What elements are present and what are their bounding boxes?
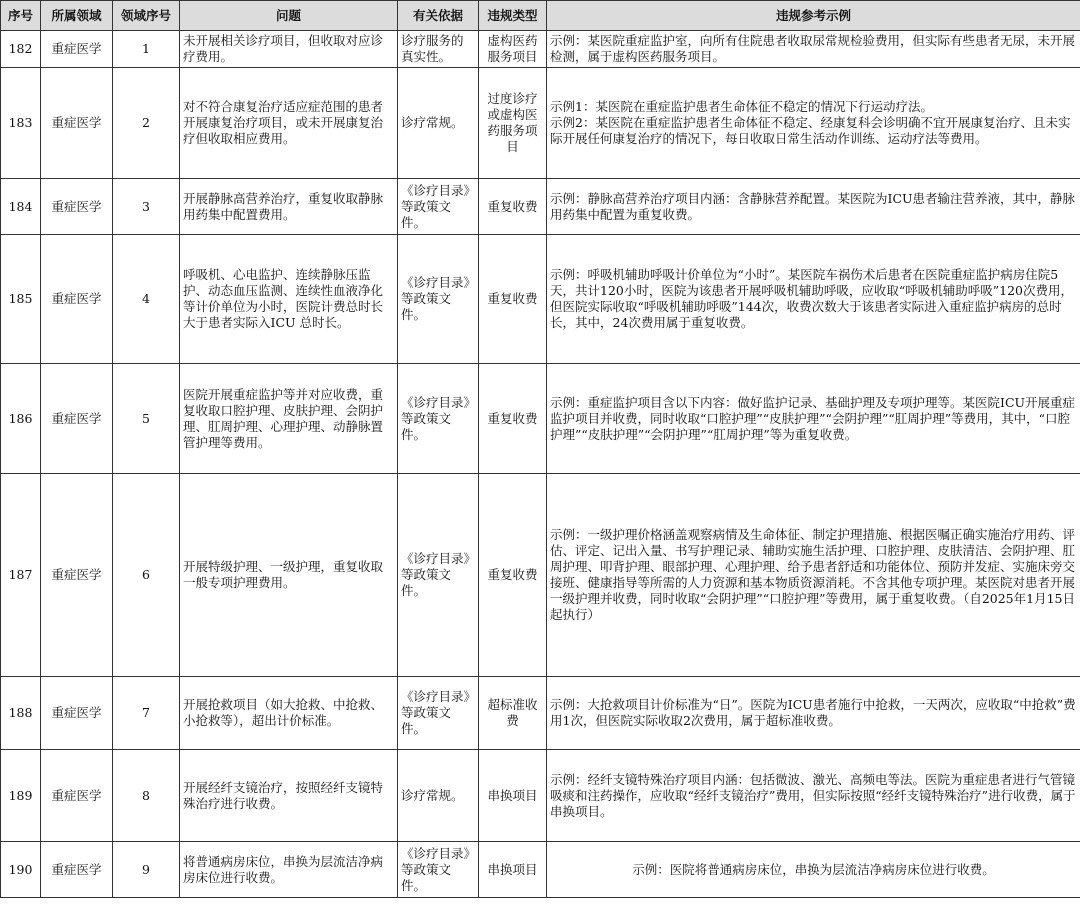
row-issue: 呼吸机、心电监护、连续静脉压监护、动态血压监测、连续性血液净化等计价单位为小时，医院计费总时长大于患者实际入ICU 总时长。 xyxy=(180,235,398,364)
table-row xyxy=(1,235,1080,364)
row-field-no: 7 xyxy=(113,677,180,750)
row-no: 188 xyxy=(1,677,41,750)
row-issue: 医院开展重症监护等并对应收费，重复收取口腔护理、皮肤护理、会阴护理、肛周护理、心理护理、动静脉置管护理等费用。 xyxy=(180,364,398,474)
table-row xyxy=(1,842,1080,898)
row-basis: 《诊疗目录》等政策文件。 xyxy=(398,842,479,898)
row-basis: 诊疗服务的真实性。 xyxy=(398,31,479,68)
row-basis: 《诊疗目录》等政策文件。 xyxy=(398,179,479,235)
row-issue: 对不符合康复治疗适应症范围的患者开展康复治疗项目，或未开展康复治疗但收取相应费用。 xyxy=(180,68,398,179)
row-type: 重复收费 xyxy=(479,364,547,474)
header-issue: 问题 xyxy=(180,1,398,31)
row-field-no: 2 xyxy=(113,68,180,179)
row-field-no: 8 xyxy=(113,750,180,842)
row-no: 190 xyxy=(1,842,41,898)
row-field-no: 6 xyxy=(113,474,180,677)
row-type: 串换项目 xyxy=(479,842,547,898)
row-type: 重复收费 xyxy=(479,474,547,677)
row-field: 重症医学 xyxy=(41,842,113,898)
row-field: 重症医学 xyxy=(41,68,113,179)
row-type: 超标准收费 xyxy=(479,677,547,750)
row-example: 示例：重症监护项目含以下内容：做好监护记录、基础护理及专项护理等。某医院ICU开展重症监护项目并收费，同时收取“口腔护理”“皮肤护理”“会阴护理”“肛周护理”等费用，其中，“口腔护理”“皮肤护理”“会阴护理”“肛周护理”等为重复收费。 xyxy=(547,364,1080,474)
row-no: 187 xyxy=(1,474,41,677)
header-row xyxy=(1,1,1080,31)
row-no: 185 xyxy=(1,235,41,364)
row-issue: 开展静脉高营养治疗，重复收取静脉用药集中配置费用。 xyxy=(180,179,398,235)
header-basis: 有关依据 xyxy=(398,1,479,31)
row-type: 虚构医药服务项目 xyxy=(479,31,547,68)
row-example: 示例：一级护理价格涵盖观察病情及生命体征、制定护理措施、根据医嘱正确实施治疗用药、评估、评定、记出入量、书写护理记录、辅助实施生活护理、口腔护理、皮肤清洁、会阴护理、肛周护理、叩背护理、眼部护理、心理护理、给予患者舒适和功能体位、预防并发症、实施床旁交接班、健康指导等所需的人力资源和基本物质资源消耗。不含其他专项护理。某医院对患者开展一级护理并收费，同时收取“会阴护理”“口腔护理”等费用，属于重复收费。（自2025年1月15日起执行） xyxy=(547,474,1080,677)
row-type: 重复收费 xyxy=(479,179,547,235)
row-field: 重症医学 xyxy=(41,235,113,364)
row-example: 示例：呼吸机辅助呼吸计价单位为“小时”。某医院车祸伤术后患者在医院重症监护病房住院5天，共计120小时，医院为该患者开展呼吸机辅助呼吸，应收取“呼吸机辅助呼吸”120次费用，但医院实际收取“呼吸机辅助呼吸”144次，收费次数大于该患者实际进入重症监护病房的总时长，其中，24次费用属于重复收费。 xyxy=(547,235,1080,364)
row-no: 183 xyxy=(1,68,41,179)
table-row xyxy=(1,68,1080,179)
row-example: 示例：经纤支镜特殊治疗项目内涵：包括微波、激光、高频电等法。医院为重症患者进行气管镜吸痰和注药操作，应收取“经纤支镜治疗”费用，但实际按照“经纤支镜特殊治疗”进行收费，属于串换项目。 xyxy=(547,750,1080,842)
row-field-no: 5 xyxy=(113,364,180,474)
header-no: 序号 xyxy=(1,1,41,31)
row-no: 182 xyxy=(1,31,41,68)
row-basis: 《诊疗目录》等政策文件。 xyxy=(398,677,479,750)
row-type: 过度诊疗或虚构医药服务项目 xyxy=(479,68,547,179)
row-issue: 开展经纤支镜治疗，按照经纤支镜特殊治疗进行收费。 xyxy=(180,750,398,842)
header-type: 违规类型 xyxy=(479,1,547,31)
header-field-no: 领域序号 xyxy=(113,1,180,31)
row-field-no: 3 xyxy=(113,179,180,235)
header-example: 违规参考示例 xyxy=(547,1,1080,31)
row-field-no: 4 xyxy=(113,235,180,364)
row-basis: 《诊疗目录》等政策文件。 xyxy=(398,235,479,364)
row-field: 重症医学 xyxy=(41,750,113,842)
row-type: 串换项目 xyxy=(479,750,547,842)
row-field: 重症医学 xyxy=(41,31,113,68)
row-issue: 未开展相关诊疗项目，但收取对应诊疗费用。 xyxy=(180,31,398,68)
row-example: 示例：医院将普通病房床位，串换为层流洁净病房床位进行收费。 xyxy=(547,842,1080,898)
header-field: 所属领域 xyxy=(41,1,113,31)
row-basis: 《诊疗目录》等政策文件。 xyxy=(398,474,479,677)
table-row xyxy=(1,677,1080,750)
row-basis: 诊疗常规。 xyxy=(398,68,479,179)
row-issue: 将普通病房床位，串换为层流洁净病房床位进行收费。 xyxy=(180,842,398,898)
table-row xyxy=(1,474,1080,677)
table-row xyxy=(1,179,1080,235)
row-basis: 《诊疗目录》等政策文件。 xyxy=(398,364,479,474)
row-basis: 诊疗常规。 xyxy=(398,750,479,842)
row-example: 示例：大抢救项目计价标准为“日”。医院为ICU患者施行中抢救，一天两次，应收取“中抢救”费用1次，但医院实际收取2次费用，属于超标准收费。 xyxy=(547,677,1080,750)
row-type: 重复收费 xyxy=(479,235,547,364)
table-row xyxy=(1,31,1080,68)
row-field: 重症医学 xyxy=(41,179,113,235)
row-field: 重症医学 xyxy=(41,677,113,750)
row-no: 186 xyxy=(1,364,41,474)
row-no: 184 xyxy=(1,179,41,235)
row-example: 示例：某医院重症监护室，向所有住院患者收取尿常规检验费用，但实际有些患者无尿，未开展检测，属于虚构医药服务项目。 xyxy=(547,31,1080,68)
row-example: 示例1：某医院在重症监护患者生命体征不稳定的情况下行运动疗法。 示例2：某医院在重症监护患者生命体征不稳定、经康复科会诊明确不宜开展康复治疗、且未实际开展任何康复治疗的情况下，每日收取日常生活动作训练、运动疗法等费用。 xyxy=(547,68,1080,179)
row-field-no: 9 xyxy=(113,842,180,898)
row-field: 重症医学 xyxy=(41,474,113,677)
row-no: 189 xyxy=(1,750,41,842)
row-issue: 开展抢救项目（如大抢救、中抢救、小抢救等），超出计价标准。 xyxy=(180,677,398,750)
table-row xyxy=(1,750,1080,842)
row-field-no: 1 xyxy=(113,31,180,68)
table-row xyxy=(1,364,1080,474)
row-example: 示例：静脉高营养治疗项目内涵：含静脉营养配置。某医院为ICU患者输注营养液，其中，静脉用药集中配置为重复收费。 xyxy=(547,179,1080,235)
row-field: 重症医学 xyxy=(41,364,113,474)
row-issue: 开展特级护理、一级护理，重复收取一般专项护理费用。 xyxy=(180,474,398,677)
